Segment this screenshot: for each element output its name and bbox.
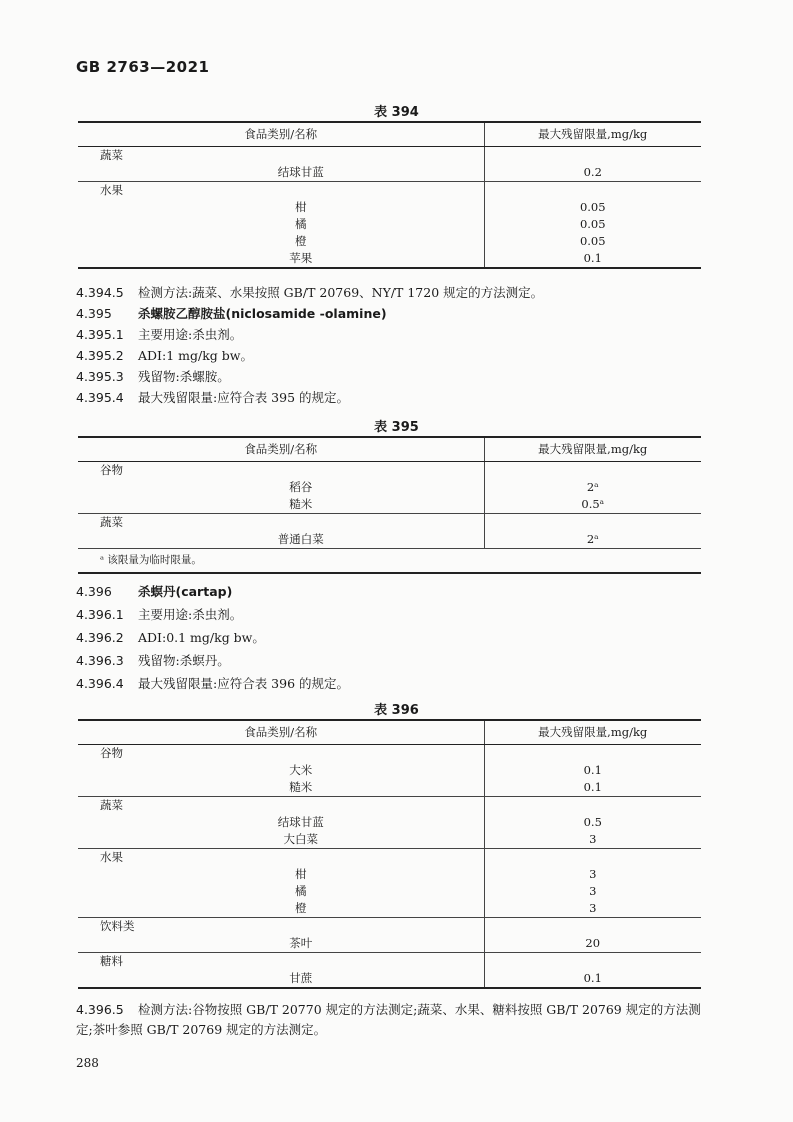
clause-text: 残留物:杀螺胺。 (138, 369, 230, 384)
table-396 (78, 719, 701, 989)
category-label: 蔬菜 (78, 514, 484, 532)
table-row (78, 762, 701, 779)
table-footnote: ᵃ 该限量为临时限量。 (78, 549, 701, 573)
clause-number: 4.396.2 (76, 630, 124, 645)
food-name: 大白菜 (78, 831, 484, 849)
food-name: 稻谷 (78, 479, 484, 496)
clause-title: 杀螟丹(cartap) (138, 584, 233, 599)
table-row (78, 250, 701, 268)
food-name: 橙 (78, 233, 484, 250)
standard-header: GB 2763—2021 (76, 58, 210, 76)
table-row (78, 216, 701, 233)
table-395 (78, 436, 701, 574)
clause-4-395-3 (76, 367, 230, 387)
food-name: 橘 (78, 883, 484, 900)
table-row (78, 233, 701, 250)
mrl-value: 3 (589, 884, 597, 898)
page-number: 288 (76, 1056, 99, 1070)
table-row (78, 814, 701, 831)
mrl-value: 2ᵃ (586, 532, 599, 546)
table-row (78, 514, 701, 532)
food-name: 柑 (78, 199, 484, 216)
category-label: 饮料类 (78, 918, 484, 936)
clause-number: 4.395 (76, 306, 112, 321)
mrl-value: 0.1 (583, 971, 602, 985)
table-header-row (78, 122, 701, 147)
table-394 (78, 121, 701, 269)
clause-number: 4.394.5 (76, 285, 124, 300)
clause-number: 4.395.4 (76, 390, 124, 405)
category-label: 水果 (78, 182, 484, 200)
col-header-name: 食品类别/名称 (78, 720, 484, 745)
category-label: 水果 (78, 849, 484, 867)
food-name: 大米 (78, 762, 484, 779)
clause-text: 检测方法:谷物按照 GB/T 20770 规定的方法测定;蔬菜、水果、糖料按照 GB/T 20769 规定的方法测定;茶叶参照 GB/T 20769 规定的方法测定。 (76, 1002, 701, 1037)
food-name: 柑 (78, 866, 484, 883)
mrl-value: 0.1 (583, 780, 602, 794)
mrl-value: 3 (589, 832, 597, 846)
table-396-caption: 表 396 (374, 703, 419, 718)
table-footnote-row (78, 549, 701, 573)
clause-number: 4.396.4 (76, 676, 124, 691)
clause-4-396-5 (76, 1000, 716, 1040)
col-header-name: 食品类别/名称 (78, 122, 484, 147)
clause-text: ADI:0.1 mg/kg bw。 (138, 630, 265, 645)
food-name: 糙米 (78, 496, 484, 514)
table-row (78, 900, 701, 918)
table-row (78, 935, 701, 953)
category-label: 糖料 (78, 953, 484, 971)
mrl-value: 2ᵃ (586, 480, 599, 494)
table-row (78, 866, 701, 883)
table-row (78, 779, 701, 797)
food-name: 普通白菜 (78, 531, 484, 549)
clause-4-395-4 (76, 388, 349, 408)
clause-4-394-5 (76, 283, 543, 303)
clause-4-396-3 (76, 651, 230, 671)
table-row (78, 496, 701, 514)
food-name: 苹果 (78, 250, 484, 268)
table-row (78, 953, 701, 971)
mrl-value: 3 (589, 867, 597, 881)
food-name: 茶叶 (78, 935, 484, 953)
table-395-caption: 表 395 (374, 420, 419, 435)
table-header-row (78, 437, 701, 462)
table-row (78, 147, 701, 165)
table-row (78, 164, 701, 182)
food-name: 甘蔗 (78, 970, 484, 988)
col-header-name: 食品类别/名称 (78, 437, 484, 462)
table-row (78, 182, 701, 200)
clause-text: 最大残留限量:应符合表 395 的规定。 (138, 390, 350, 405)
mrl-value: 0.5 (583, 815, 602, 829)
clause-text: 主要用途:杀虫剂。 (138, 327, 243, 342)
mrl-value: 0.05 (579, 217, 606, 231)
clause-number: 4.396.5 (76, 1002, 124, 1017)
mrl-value: 0.1 (583, 251, 602, 265)
clause-text: ADI:1 mg/kg bw。 (138, 348, 253, 363)
col-header-value: 最大残留限量,mg/kg (484, 720, 701, 745)
mrl-value: 0.05 (579, 200, 606, 214)
table-row (78, 831, 701, 849)
mrl-value: 0.05 (579, 234, 606, 248)
clause-text: 主要用途:杀虫剂。 (138, 607, 243, 622)
clause-4-396-1 (76, 605, 242, 625)
food-name: 橘 (78, 216, 484, 233)
clause-4-396 (76, 582, 232, 602)
clause-title: 杀螺胺乙醇胺盐(niclosamide -olamine) (138, 306, 387, 321)
clause-text: 最大残留限量:应符合表 396 的规定。 (138, 676, 350, 691)
table-row (78, 745, 701, 763)
mrl-value: 20 (585, 936, 601, 950)
clause-number: 4.395.3 (76, 369, 124, 384)
table-394-caption: 表 394 (374, 105, 419, 120)
clause-number: 4.395.1 (76, 327, 124, 342)
food-name: 结球甘蓝 (78, 814, 484, 831)
table-header-row (78, 720, 701, 745)
category-label: 蔬菜 (78, 797, 484, 815)
clause-4-395 (76, 304, 387, 324)
table-row (78, 970, 701, 988)
table-row (78, 918, 701, 936)
clause-4-395-2 (76, 346, 253, 366)
clause-text: 残留物:杀螟丹。 (138, 653, 230, 668)
clause-4-395-1 (76, 325, 242, 345)
clause-text: 检测方法:蔬菜、水果按照 GB/T 20769、NY/T 1720 规定的方法测定。 (138, 285, 544, 300)
clause-4-396-4 (76, 674, 349, 694)
table-row (78, 531, 701, 549)
table-row (78, 479, 701, 496)
mrl-value: 0.5ᵃ (581, 497, 605, 511)
food-name: 糙米 (78, 779, 484, 797)
mrl-value: 0.1 (583, 763, 602, 777)
food-name: 橙 (78, 900, 484, 918)
clause-4-396-2 (76, 628, 265, 648)
clause-number: 4.396 (76, 584, 112, 599)
mrl-value: 0.2 (583, 165, 602, 179)
table-row (78, 462, 701, 480)
category-label: 谷物 (78, 745, 484, 763)
clause-number: 4.396.1 (76, 607, 124, 622)
table-row (78, 849, 701, 867)
clause-number: 4.395.2 (76, 348, 124, 363)
table-row (78, 797, 701, 815)
col-header-value: 最大残留限量,mg/kg (484, 122, 701, 147)
mrl-value: 3 (589, 901, 597, 915)
clause-number: 4.396.3 (76, 653, 124, 668)
table-row (78, 199, 701, 216)
category-label: 蔬菜 (78, 147, 484, 165)
table-row (78, 883, 701, 900)
col-header-value: 最大残留限量,mg/kg (484, 437, 701, 462)
food-name: 结球甘蓝 (78, 164, 484, 182)
category-label: 谷物 (78, 462, 484, 480)
